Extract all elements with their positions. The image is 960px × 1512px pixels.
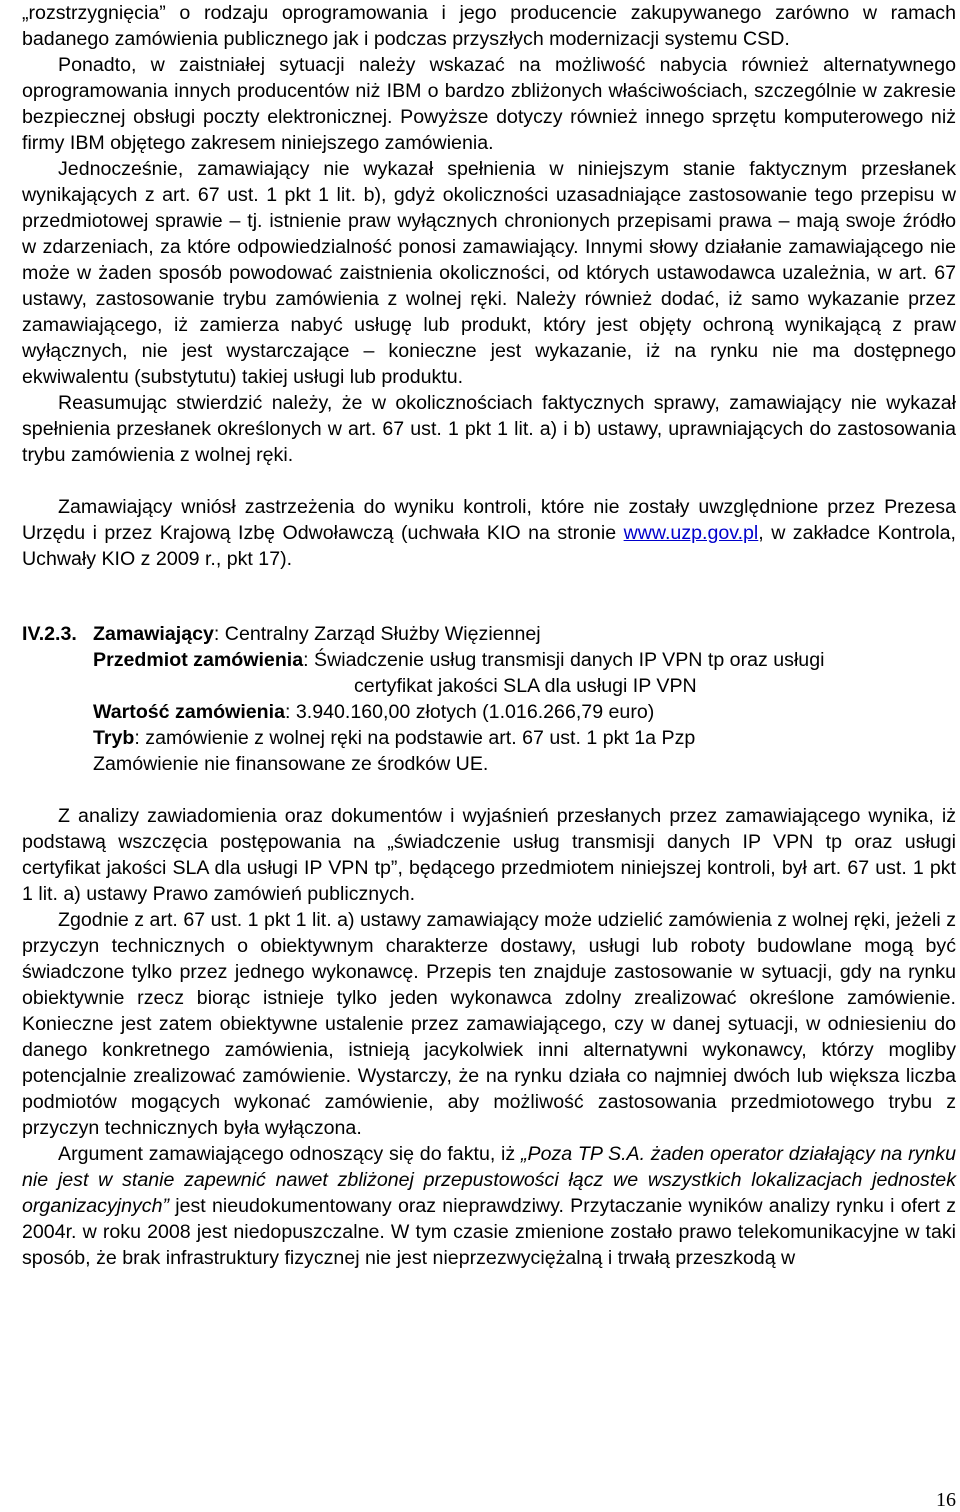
section-iv-2-3 bbox=[22, 621, 956, 777]
zastrzezenia-text-end: , w zakładce Kontrola, Uchwały KIO z 2009 r., pkt 17). bbox=[22, 522, 956, 570]
zamawiajacy-label: Zamawiający bbox=[93, 623, 214, 645]
paragraph-jednoczesnie: Jednocześnie, zamawiający nie wykazał spełnienia w niniejszym stanie faktycznym przesłanek wynikających z art. 67 ust. 1 pkt 1 lit. b), gdyż okoliczności uzasadniające zastosowanie tego przepisu w przedmiotowej sprawie – tj. istnienie praw wyłącznych chronionych przepisami prawa – mają swoje źródło w zdarzeniach, za które odpowiedzialność ponosi zamawiający. Innymi słowy działanie zamawiającego nie może w żaden sposób powodować zaistnienia okoliczności, od których ustawodawca uzależnia, w art. 67 ustawy, zastosowanie trybu zamówienia z wolnej ręki. Należy również dodać, iż samo wykazanie przez zamawiającego, iż zamierza nabyć usługę lub produkt, który jest objęty ochroną wynikającą z praw wyłącznych, nie jest wystarczające – konieczne jest wykazanie, iż na rynku nie ma dostępnego ekwiwalentu (substytutu) takiej usługi lub produktu. bbox=[22, 158, 956, 388]
przedmiot-line bbox=[93, 647, 956, 673]
zamawiajacy-value: : Centralny Zarząd Służby Więziennej bbox=[213, 623, 541, 645]
wartosc-value: : 3.940.160,00 złotych (1.016.266,79 euro) bbox=[285, 701, 655, 723]
paragraph-zastrzezenia bbox=[22, 494, 956, 572]
paragraph-z-analizy: Z analizy zawiadomienia oraz dokumentów i wyjaśnień przesłanych przez zamawiającego wynika, iż podstawą wszczęcia postępowania na „świadczenie usług transmisji danych IP VPN tp oraz usługi certyfikat jakości SLA dla usługi IP VPN tp”, będącego przedmiotem niniejszej kontroli, był art. 67 ust. 1 pkt 1 lit. a) ustawy Prawo zamówień publicznych. bbox=[22, 805, 956, 905]
paragraph-ponadto: Ponadto, w zaistniałej sytuacji należy wskazać na możliwość nabycia również alternatywnego oprogramowania innych producentów niż IBM o bardzo zbliżonych właściwościach, szczególnie w zakresie bezpiecznej obsługi poczty elektronicznej. Powyższe dotyczy również innego sprzętu komputerowego niż firmy IBM objętego zakresem niniejszego zamówienia. bbox=[22, 54, 956, 154]
paragraph-zgodnie: Zgodnie z art. 67 ust. 1 pkt 1 lit. a) ustawy zamawiający może udzielić zamówienia z wolnej ręki, jeżeli z przyczyn technicznych o obiektywnym charakterze dostawy, usługi lub roboty budowlane mogą być świadczone tylko przez jednego wykonawcę. Przepis ten znajduje zastosowanie w sytuacji, gdy na rynku obiektywnie rzecz biorąc istnieje tylko jeden wykonawca zdolny zrealizować określone zamówienie. Konieczne jest zatem obiektywne ustalenie przez zamawiającego, czy w danej sytuacji, w odniesieniu do danego konkretnego zamówienia, istnieją jacykolwiek inni alternatywni wykonawcy, którzy mogliby potencjalnie zrealizować zamówienie. Wystarczy, że na rynku działa co najmniej dwóch lub większa liczba podmiotów mogących wykonać zamówienie, aby możliwość zastosowania przedmiotowego trybu z przyczyn technicznych była wyłączona. bbox=[22, 909, 956, 1139]
tryb-value: : zamówienie z wolnej ręki na podstawie art. 67 ust. 1 pkt 1a Pzp bbox=[134, 727, 696, 749]
section-number: IV.2.3. bbox=[22, 623, 77, 645]
zastrzezenia-text: Zamawiający wniósł zastrzeżenia do wyniku kontroli, które nie zostały uwzględnione przez Prezesa Urzędu i przez Krajową Izbę Odwoławczą (uchwała KIO na stronie bbox=[22, 496, 956, 544]
wartosc-line bbox=[93, 699, 956, 725]
przedmiot-value: : Świadczenie usług transmisji danych IP VPN tp oraz usługi bbox=[303, 649, 825, 671]
paragraph-argument bbox=[22, 1141, 956, 1271]
tryb-label: Tryb bbox=[93, 727, 135, 749]
argument-quote: „Poza TP S.A. żaden operator działający na rynku nie jest w stanie zapewnić nawet zbliżonej przepustowości łącz we wszystkich lokalizacjach jednostek organizacyjnych” bbox=[22, 1143, 956, 1217]
ue-note: Zamówienie nie finansowane ze środków UE. bbox=[93, 753, 489, 775]
zamawiajacy-line bbox=[93, 621, 956, 647]
przedmiot-continuation: certyfikat jakości SLA dla usługi IP VPN bbox=[354, 675, 697, 697]
page-number: 16 bbox=[936, 1489, 956, 1511]
spacer bbox=[22, 572, 956, 598]
uzp-link[interactable]: www.uzp.gov.pl bbox=[623, 522, 759, 544]
przedmiot-label: Przedmiot zamówienia bbox=[93, 649, 304, 671]
paragraph-reasumujac: Reasumując stwierdzić należy, że w okolicznościach faktycznych sprawy, zamawiający nie wykazał spełnienia przesłanek określonych w art. 67 ust. 1 pkt 1 lit. a) i b) ustawy, uprawniających do zastosowania trybu zamówienia z wolnej ręki. bbox=[22, 392, 956, 466]
document-page bbox=[22, 0, 956, 1271]
spacer bbox=[22, 777, 956, 803]
paragraph-rozstrzygniecia: „rozstrzygnięcia” o rodzaju oprogramowania i jego producencie zakupywanego zarówno w ramach badanego zamówienia publicznego jak i podczas przyszłych modernizacji systemu CSD. bbox=[22, 2, 956, 50]
spacer bbox=[22, 468, 956, 494]
argument-text: Argument zamawiającego odnoszący się do faktu, iż bbox=[58, 1143, 521, 1165]
tryb-line bbox=[93, 725, 956, 751]
wartosc-label: Wartość zamówienia bbox=[93, 701, 285, 723]
argument-text-end: jest nieudokumentowany oraz nieprawdziwy. Przytaczanie wyników analizy rynku i ofert z 2004r. w roku 2008 jest niedopuszczalne. W tym czasie zmienione zostało prawo telekomunikacyjne w taki sposób, że brak infrastruktury fizycznej nie jest nieprzezwyciężalną i trwałą przeszkodą w bbox=[22, 1195, 956, 1269]
